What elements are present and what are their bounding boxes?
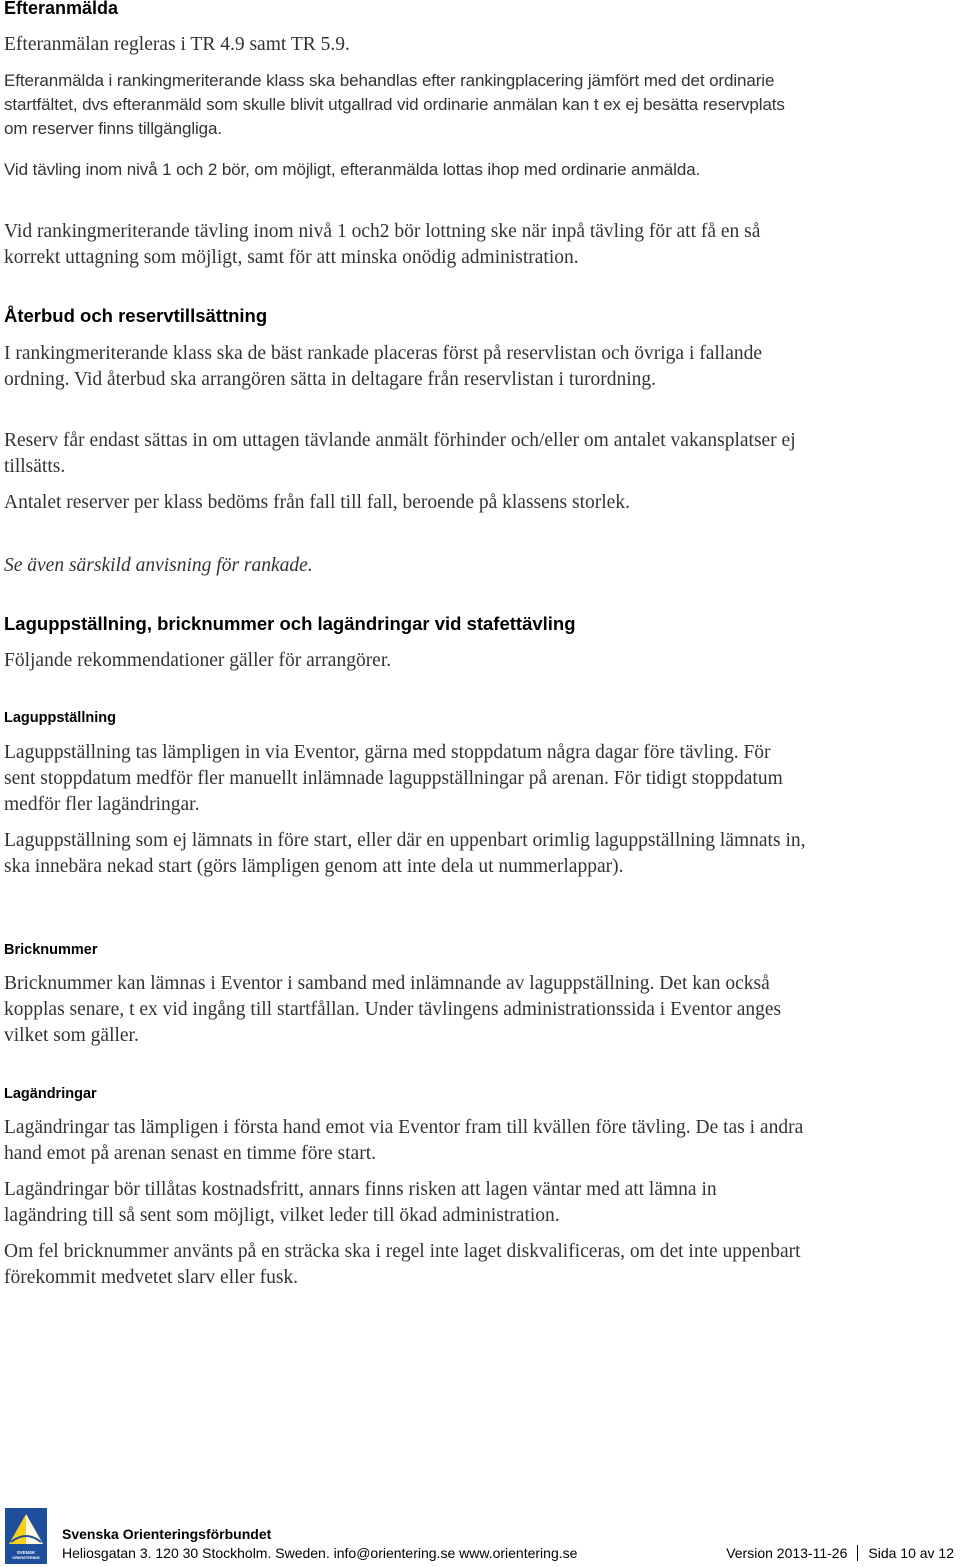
subheading-bricknummer: Bricknummer [4, 942, 98, 958]
paragraph: Vid tävling inom nivå 1 och 2 bör, om möjligt, efteranmälda lottas ihop med ordinarie anmälda. [4, 160, 701, 179]
paragraph: I rankingmeriterande klass ska de bäst rankade placeras först på reservlistan och övriga i fallande ordning. Vid återbud ska arrangören sätta in deltagare från reservlistan i turordning. [4, 343, 763, 390]
subheading-lagandringar: Lagändringar [4, 1086, 97, 1102]
paragraph: Laguppställning tas lämpligen in via Eventor, gärna med stoppdatum några dagar före tävling. För sent stoppdatum medför fler manuellt inlämnade laguppställningar på arenan. För tidigt stoppdatum medför fler lagändringar. [4, 742, 783, 815]
paragraph: Lagändringar tas lämpligen i första hand emot via Eventor fram till kvällen före tävling. De tas i andra hand emot på arenan senast en timme före start. [4, 1117, 804, 1164]
paragraph: Efteranmälan regleras i TR 4.9 samt TR 5.9. [4, 34, 350, 55]
subheading-laguppstallning: Laguppställning [4, 710, 116, 726]
paragraph: Laguppställning som ej lämnats in före start, eller där en uppenbart orimlig laguppställning lämnats in, ska innebära nekad start (görs lämpligen genom att inte dela ut nummerlappar). [4, 830, 806, 877]
divider [857, 1545, 858, 1561]
paragraph: Lagändringar bör tillåtas kostnadsfritt, annars finns risken att lagen väntar med att lämna in lagändring till så sent som möjligt, vilket leder till ökad administration. [4, 1179, 717, 1226]
paragraph: Reserv får endast sättas in om uttagen tävlande anmält förhinder och/eller om antalet vakansplatser ej tillsätts. [4, 430, 796, 477]
address-text: Heliosgatan 3. 120 30 Stockholm. Sweden. [62, 1545, 330, 1561]
rankade-reference: Se även särskild anvisning för rankade. [4, 555, 313, 576]
paragraph: Bricknummer kan lämnas i Eventor i samband med inlämnande av laguppställning. Det kan också kopplas senare, t ex vid ingång till startfållan. Under tävlingens administrationssida i Eventor anges vilket som gäller. [4, 973, 782, 1046]
svg-text:SVENSK: SVENSK [16, 1550, 36, 1555]
paragraph: Vid rankingmeriterande tävling inom nivå 1 och2 bör lottning ske när inpå tävling för att få en så korrekt uttagning som möjligt, samt för att minska onödig administration. [4, 221, 761, 268]
page-footer [0, 1500, 960, 1567]
heading-laguppstallning: Laguppställning, bricknummer och lagändringar vid stafettävling [4, 613, 576, 634]
svg-text:ORIENTERING: ORIENTERING [12, 1555, 40, 1560]
paragraph: Antalet reserver per klass bedöms från fall till fall, beroende på klassens storlek. [4, 492, 630, 513]
paragraph: Följande rekommendationer gäller för arrangörer. [4, 650, 392, 671]
page-number: Sida 10 av 12 [868, 1545, 954, 1561]
svensk-orientering-logo [5, 1508, 47, 1564]
org-name: Svenska Orienteringsförbundet [62, 1526, 272, 1542]
version-text: Version 2013-11-26 [726, 1545, 848, 1561]
paragraph: Efteranmälda i rankingmeriterande klass ska behandlas efter rankingplacering jämfört med det ordinarie startfältet, dvs efteranmäld som skulle blivit utgallrad vid ordinarie anmälan kan t ex ej besätta reservplats om reserver finns tillgängliga. [4, 71, 785, 138]
heading-aterbud: Återbud och reservtillsättning [4, 305, 268, 326]
email-link[interactable]: info@orientering.se [333, 1545, 456, 1561]
heading-efteranmalda: Efteranmälda [4, 0, 119, 18]
paragraph: Om fel bricknummer använts på en sträcka ska i regel inte laget diskvalificeras, om det inte uppenbart förekommit medvetet slarv eller fusk. [4, 1241, 801, 1288]
version-info [726, 1545, 954, 1561]
org-address [62, 1545, 577, 1561]
website-link[interactable]: www.orientering.se [459, 1545, 578, 1561]
